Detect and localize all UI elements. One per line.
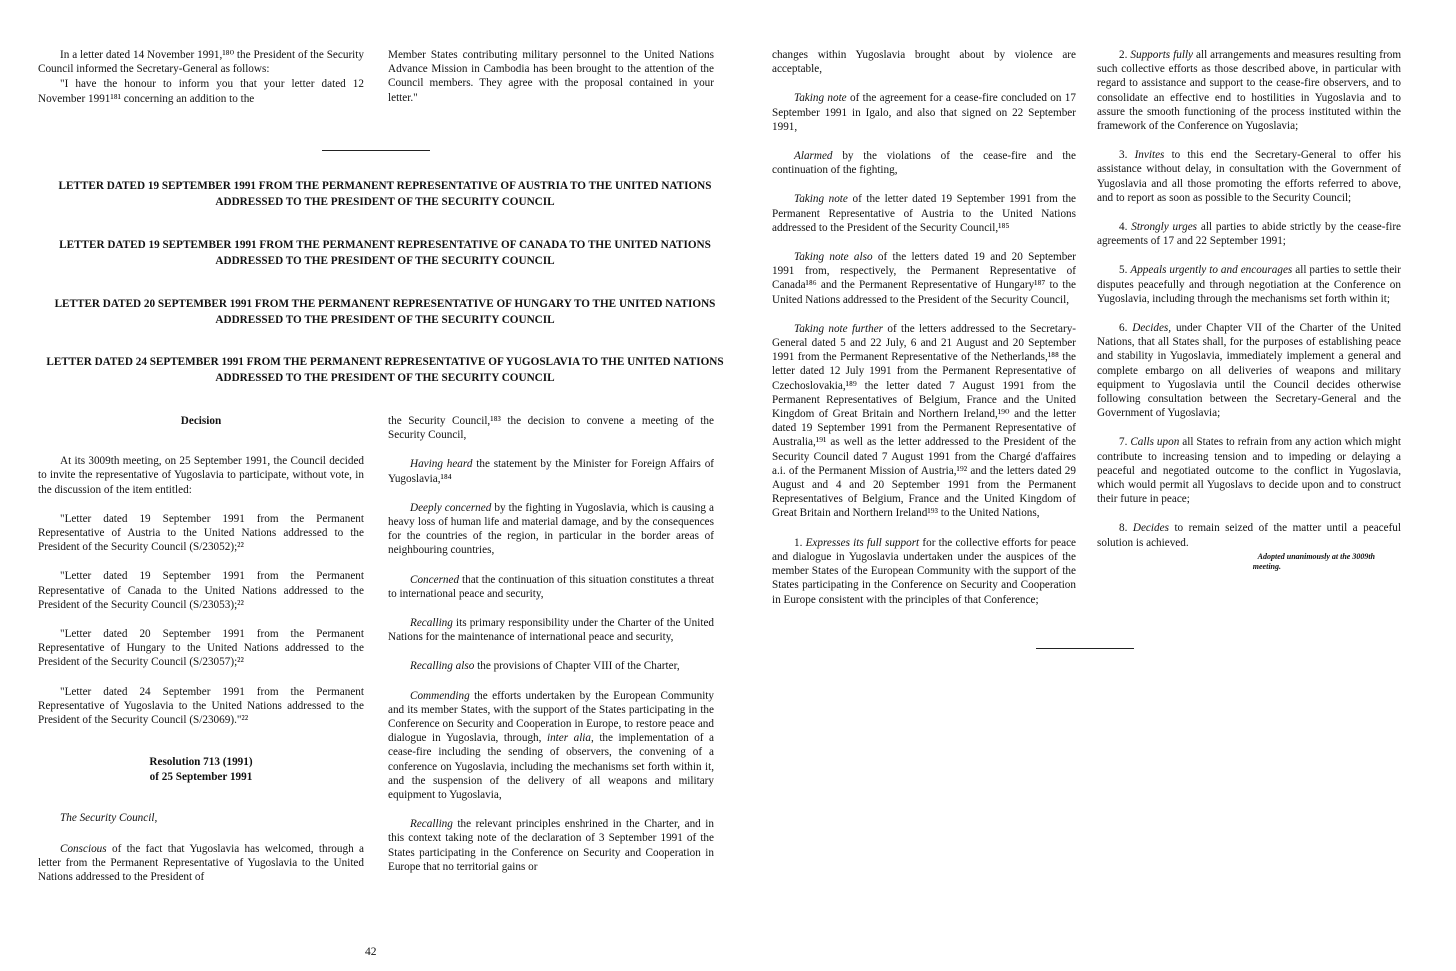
op1-lead: Expresses its full support [805, 536, 920, 549]
top-right-block [388, 48, 714, 120]
having-heard-lead: Having heard [410, 458, 473, 471]
heading-yugoslavia: LETTER DATED 24 SEPTEMBER 1991 FROM THE PERMANENT REPRESENTATIVE OF YUGOSLAVIA TO THE UNITED NATIONS ADDRESSED TO THE PRESIDENT OF THE SECURITY COUNCIL [46, 356, 724, 384]
preamble-deeply-concerned [388, 501, 714, 558]
recalling-lead: Recalling [410, 617, 453, 630]
item-hungary: "Letter dated 20 September 1991 from the Permanent Representative of Hungary to the United Nations addressed to the President of the Security Council (S/23057);²² [38, 628, 364, 669]
decision-column [38, 414, 364, 899]
op2-number: 2. [1119, 49, 1128, 61]
taking-note-further-text: of the letters addressed to the Secretary-General dated 5 and 22 July, 6 and 21 August and 20 September 1991 from the Permanent Representative of the Netherlands,¹⁸⁸ the letter dated 12 July 1991 from the Permanent Representative of Czechoslovakia,¹⁸⁹ the letter dated 7 August 1991 from the Permanent Representatives of Belgium, France and the United Kingdom of Great Britain and Northern Ireland,¹⁹⁰ and the letter dated 19 September 1991 from the Permanent Representative of Australia,¹⁹¹ as well as the letter addressed to the President of the Security Council dated 7 August 1991 from the Chargé d'affaires a.i. of the Permanent Mission of Austria,¹⁹² and the letters dated 29 August and 4 and 20 September 1991 from the Permanent Representatives of Belgium, France and the United Kingdom of Great Britain and Northern Ireland¹⁹³ to the United Nations, [772, 322, 1077, 520]
letter-intro: In a letter dated 14 November 1991,¹⁸⁰ the President of the Security Council informed the Secretary-General as follows: [38, 49, 364, 76]
op3-lead: Invites [1134, 149, 1165, 162]
heading-canada: LETTER DATED 19 SEPTEMBER 1991 FROM THE PERMANENT REPRESENTATIVE OF CANADA TO THE UNITED NATIONS ADDRESSED TO THE PRESIDENT OF THE SECURITY COUNCIL [59, 239, 711, 267]
op2-lead: Supports fully [1130, 49, 1194, 61]
preamble-recalling-also [388, 659, 714, 673]
op6-text: under Chapter VII of the Charter of the United Nations, that all States shall, for the purposes of establishing peace and stability in Yugoslavia, immediately implement a general and complete embargo on all deliveries of weapons and military equipment to Yugoslavia until the Council decides otherwise following consultation between the Secretary-General and the Government of Yugoslavia; [1097, 322, 1401, 420]
letter-quote-end: Member States contributing military personnel to the United Nations Advance Mission in Cambodia has been brought to the attention of the Council members. They agree with the proposal contained in your letter." [388, 49, 714, 104]
preamble-conscious [38, 842, 364, 885]
having-heard-text: the statement by the Minister for Foreign Affairs of Yugoslavia,¹⁸⁴ [388, 458, 715, 485]
op1-text: for the collective efforts for peace and dialogue in Yugoslavia undertaken under the auspices of the member States of the European Community with the support of the States participating in the Conference on Security and Cooperation in Europe consistent with the principles of that Conference; [772, 536, 1077, 606]
recalling-also-text: the provisions of Chapter VIII of the Charter, [477, 660, 680, 673]
right-column-2 [1097, 48, 1401, 572]
taking-note-also-lead: Taking note also [794, 251, 873, 264]
op8-text: to remain seized of the matter until a peaceful solution is achieved. [1097, 522, 1402, 549]
op1-number: 1. [794, 536, 803, 549]
recalling-principles-lead: Recalling [410, 818, 453, 831]
taking-note-lead: Taking note [794, 92, 847, 105]
right-page [740, 0, 1456, 971]
op6-number: 6. [1119, 322, 1128, 335]
taking-note-austria-lead: Taking note [794, 193, 848, 206]
operative-3 [1097, 148, 1401, 205]
op4-lead: Strongly urges [1131, 221, 1198, 234]
operative-8 [1097, 521, 1401, 549]
preamble-having-heard [388, 457, 714, 485]
op5-number: 5. [1119, 264, 1128, 277]
op5-text: all parties to settle their disputes peacefully and through negotiation at the Conference on Yugoslavia, including through the mechanisms set forth within it; [1097, 264, 1401, 305]
item-yugoslavia: "Letter dated 24 September 1991 from the Permanent Representative of Yugoslavia to the United Nations addressed to the President of the Security Council (S/23069)."²² [38, 685, 364, 727]
preamble-0: the Security Council,¹⁸³ the decision to convene a meeting of the Security Council, [388, 415, 714, 442]
section-divider [322, 150, 430, 151]
item-canada: "Letter dated 19 September 1991 from the Permanent Representative of Canada to the United Nations addressed to the President of the Security Council (S/23053);²² [38, 570, 364, 611]
recalling-also-lead: Recalling also [410, 660, 475, 673]
resolution-title: Resolution 713 (1991) [149, 756, 253, 769]
concerned-text: that the continuation of this situation constitutes a threat to international peace and security, [388, 573, 715, 600]
op7-lead: Calls upon [1130, 436, 1180, 449]
preamble-taking-note-austria [772, 192, 1076, 235]
operative-5 [1097, 263, 1401, 306]
conscious-text: of the fact that Yugoslavia has welcomed, through a letter from the Permanent Representative of Yugoslavia to the United Nations addressed to the President of [38, 842, 364, 884]
preamble-recalling [388, 616, 714, 644]
op6-lead: Decides, [1132, 322, 1172, 335]
taking-note-also-text: of the letters dated 19 and 20 September 1991 from, respectively, the Permanent Representative of Canada¹⁸⁶ and the Permanent Representative of Hungary¹⁸⁷ to the United Nations addressed to the President of the Security Council, [772, 251, 1077, 306]
recalling-text: its primary responsibility under the Charter of the United Nations for the maintenance of international peace and security, [388, 617, 715, 644]
op7-text: all States to refrain from any action which might contribute to increasing tension and to impeding or delaying a peaceful and negotiated outcome to the conflict in Yugoslavia, which would permit all Yugoslavs to decide upon and to construct their future in peace; [1097, 436, 1401, 506]
preamble-taking-note-igalo [772, 91, 1076, 134]
recalling-principles-text: the relevant principles enshrined in the Charter, and in this context taking note of the declaration of 3 September 1991 of the States participating in the Conference on Security and Cooperation in Europe that no territorial gains or [388, 818, 714, 873]
adopted-note-line-2: meeting. [1252, 561, 1281, 571]
operative-6 [1097, 321, 1401, 420]
concerned-lead: Concerned [410, 573, 460, 586]
op8-lead: Decides [1132, 522, 1169, 535]
alarmed-lead: Alarmed [794, 150, 833, 163]
resolution-column [388, 414, 714, 889]
resolution-date: of 25 September 1991 [149, 771, 253, 784]
commending-text-b: , the implementation of a cease-fire including the sending of observers, the convening of a conference on Yugoslavia, including the mechanisms set forth within it, and the suspension of the delivery of all weapons and military equipment to Yugoslavia, [388, 732, 715, 802]
taking-note-text: of the agreement for a cease-fire concluded on 17 September 1991 in Igalo, and also that signed on 22 September 1991, [772, 92, 1076, 133]
page-number: 42 [365, 946, 377, 958]
letter-quote-start: "I have the honour to inform you that your letter dated 12 November 1991¹⁸¹ concerning an addition to the [38, 78, 364, 105]
top-left-block [38, 48, 364, 121]
preamble-recalling-principles [388, 817, 714, 874]
op5-lead: Appeals urgently to and encourages [1130, 264, 1293, 277]
op4-text: all parties to abide strictly by the cease-fire agreements of 17 and 22 September 1991; [1097, 221, 1402, 248]
end-divider [1036, 648, 1134, 649]
operative-1 [772, 536, 1076, 607]
operative-4 [1097, 220, 1401, 248]
commending-text-a: the efforts undertaken by the European Community and its member States, with the support of the States participating in the Conference on Security and Cooperation in Europe, to restore peace and dialogue in Yugoslavia, through, [388, 689, 715, 745]
taking-note-further-lead: Taking note further [794, 322, 884, 335]
deeply-concerned-text: by the fighting in Yugoslavia, which is causing a heavy loss of human life and material damage, and by the consequences for the countries of the region, in particular in the border areas of neighbouring countries, [388, 501, 714, 557]
op3-number: 3. [1119, 149, 1128, 162]
operative-7 [1097, 435, 1401, 506]
right-column-1 [772, 48, 1076, 622]
alarmed-text: by the violations of the cease-fire and the continuation of the fighting, [772, 150, 1076, 177]
deeply-concerned-lead: Deeply concerned [410, 501, 492, 514]
preamble-commending [388, 689, 714, 803]
decision-title: Decision [180, 415, 222, 427]
security-council-label: The Security Council, [60, 811, 158, 824]
preamble-taking-note-further [772, 322, 1076, 521]
item-austria: "Letter dated 19 September 1991 from the Permanent Representative of Austria to the United Nations addressed to the President of the Security Council (S/23052);²² [38, 512, 364, 554]
operative-2 [1097, 48, 1401, 133]
decision-intro: At its 3009th meeting, on 25 September 1991, the Council decided to invite the representative of Yugoslavia to participate, without vote, in the discussion of the item entitled: [38, 455, 364, 496]
preamble-alarmed [772, 149, 1076, 177]
inter-alia: inter alia [546, 732, 592, 745]
adopted-note-line-1: Adopted unanimously at the 3009th [1257, 551, 1375, 561]
conscious-lead: Conscious [60, 842, 107, 855]
op3-text: to this end the Secretary-General to offer his assistance without delay, in consultation with the Government of Yugoslavia and all those promoting the efforts referred to above, and to report as soon as possible to the Security Council; [1097, 149, 1402, 204]
heading-austria: LETTER DATED 19 SEPTEMBER 1991 FROM THE PERMANENT REPRESENTATIVE OF AUSTRIA TO THE UNITED NATIONS ADDRESSED TO THE PRESIDENT OF THE SECURITY COUNCIL [58, 180, 712, 208]
taking-note-austria-text: of the letter dated 19 September 1991 from the Permanent Representative of Austria to the United Nations addressed to the President of the Security Council,¹⁸⁵ [772, 193, 1077, 234]
commending-lead: Commending [410, 689, 470, 702]
op2-text: all arrangements and measures resulting from such collective efforts as those described above, in particular with regard to assistance and support to the cease-fire observers, and to consolidate an effective end to hostilities in Yugoslavia and to assure the smooth functioning of the process instituted within the framework of the Conference on Yugoslavia; [1097, 49, 1402, 133]
op4-number: 4. [1119, 221, 1128, 234]
op8-number: 8. [1119, 522, 1128, 535]
op7-number: 7. [1119, 436, 1128, 449]
preamble-taking-note-also [772, 250, 1076, 307]
preamble-concerned [388, 573, 714, 601]
heading-hungary: LETTER DATED 20 SEPTEMBER 1991 FROM THE PERMANENT REPRESENTATIVE OF HUNGARY TO THE UNITED NATIONS ADDRESSED TO THE PRESIDENT OF THE SECURITY COUNCIL [54, 298, 716, 326]
acceptable-line: changes within Yugoslavia brought about by violence are acceptable, [772, 49, 1076, 76]
